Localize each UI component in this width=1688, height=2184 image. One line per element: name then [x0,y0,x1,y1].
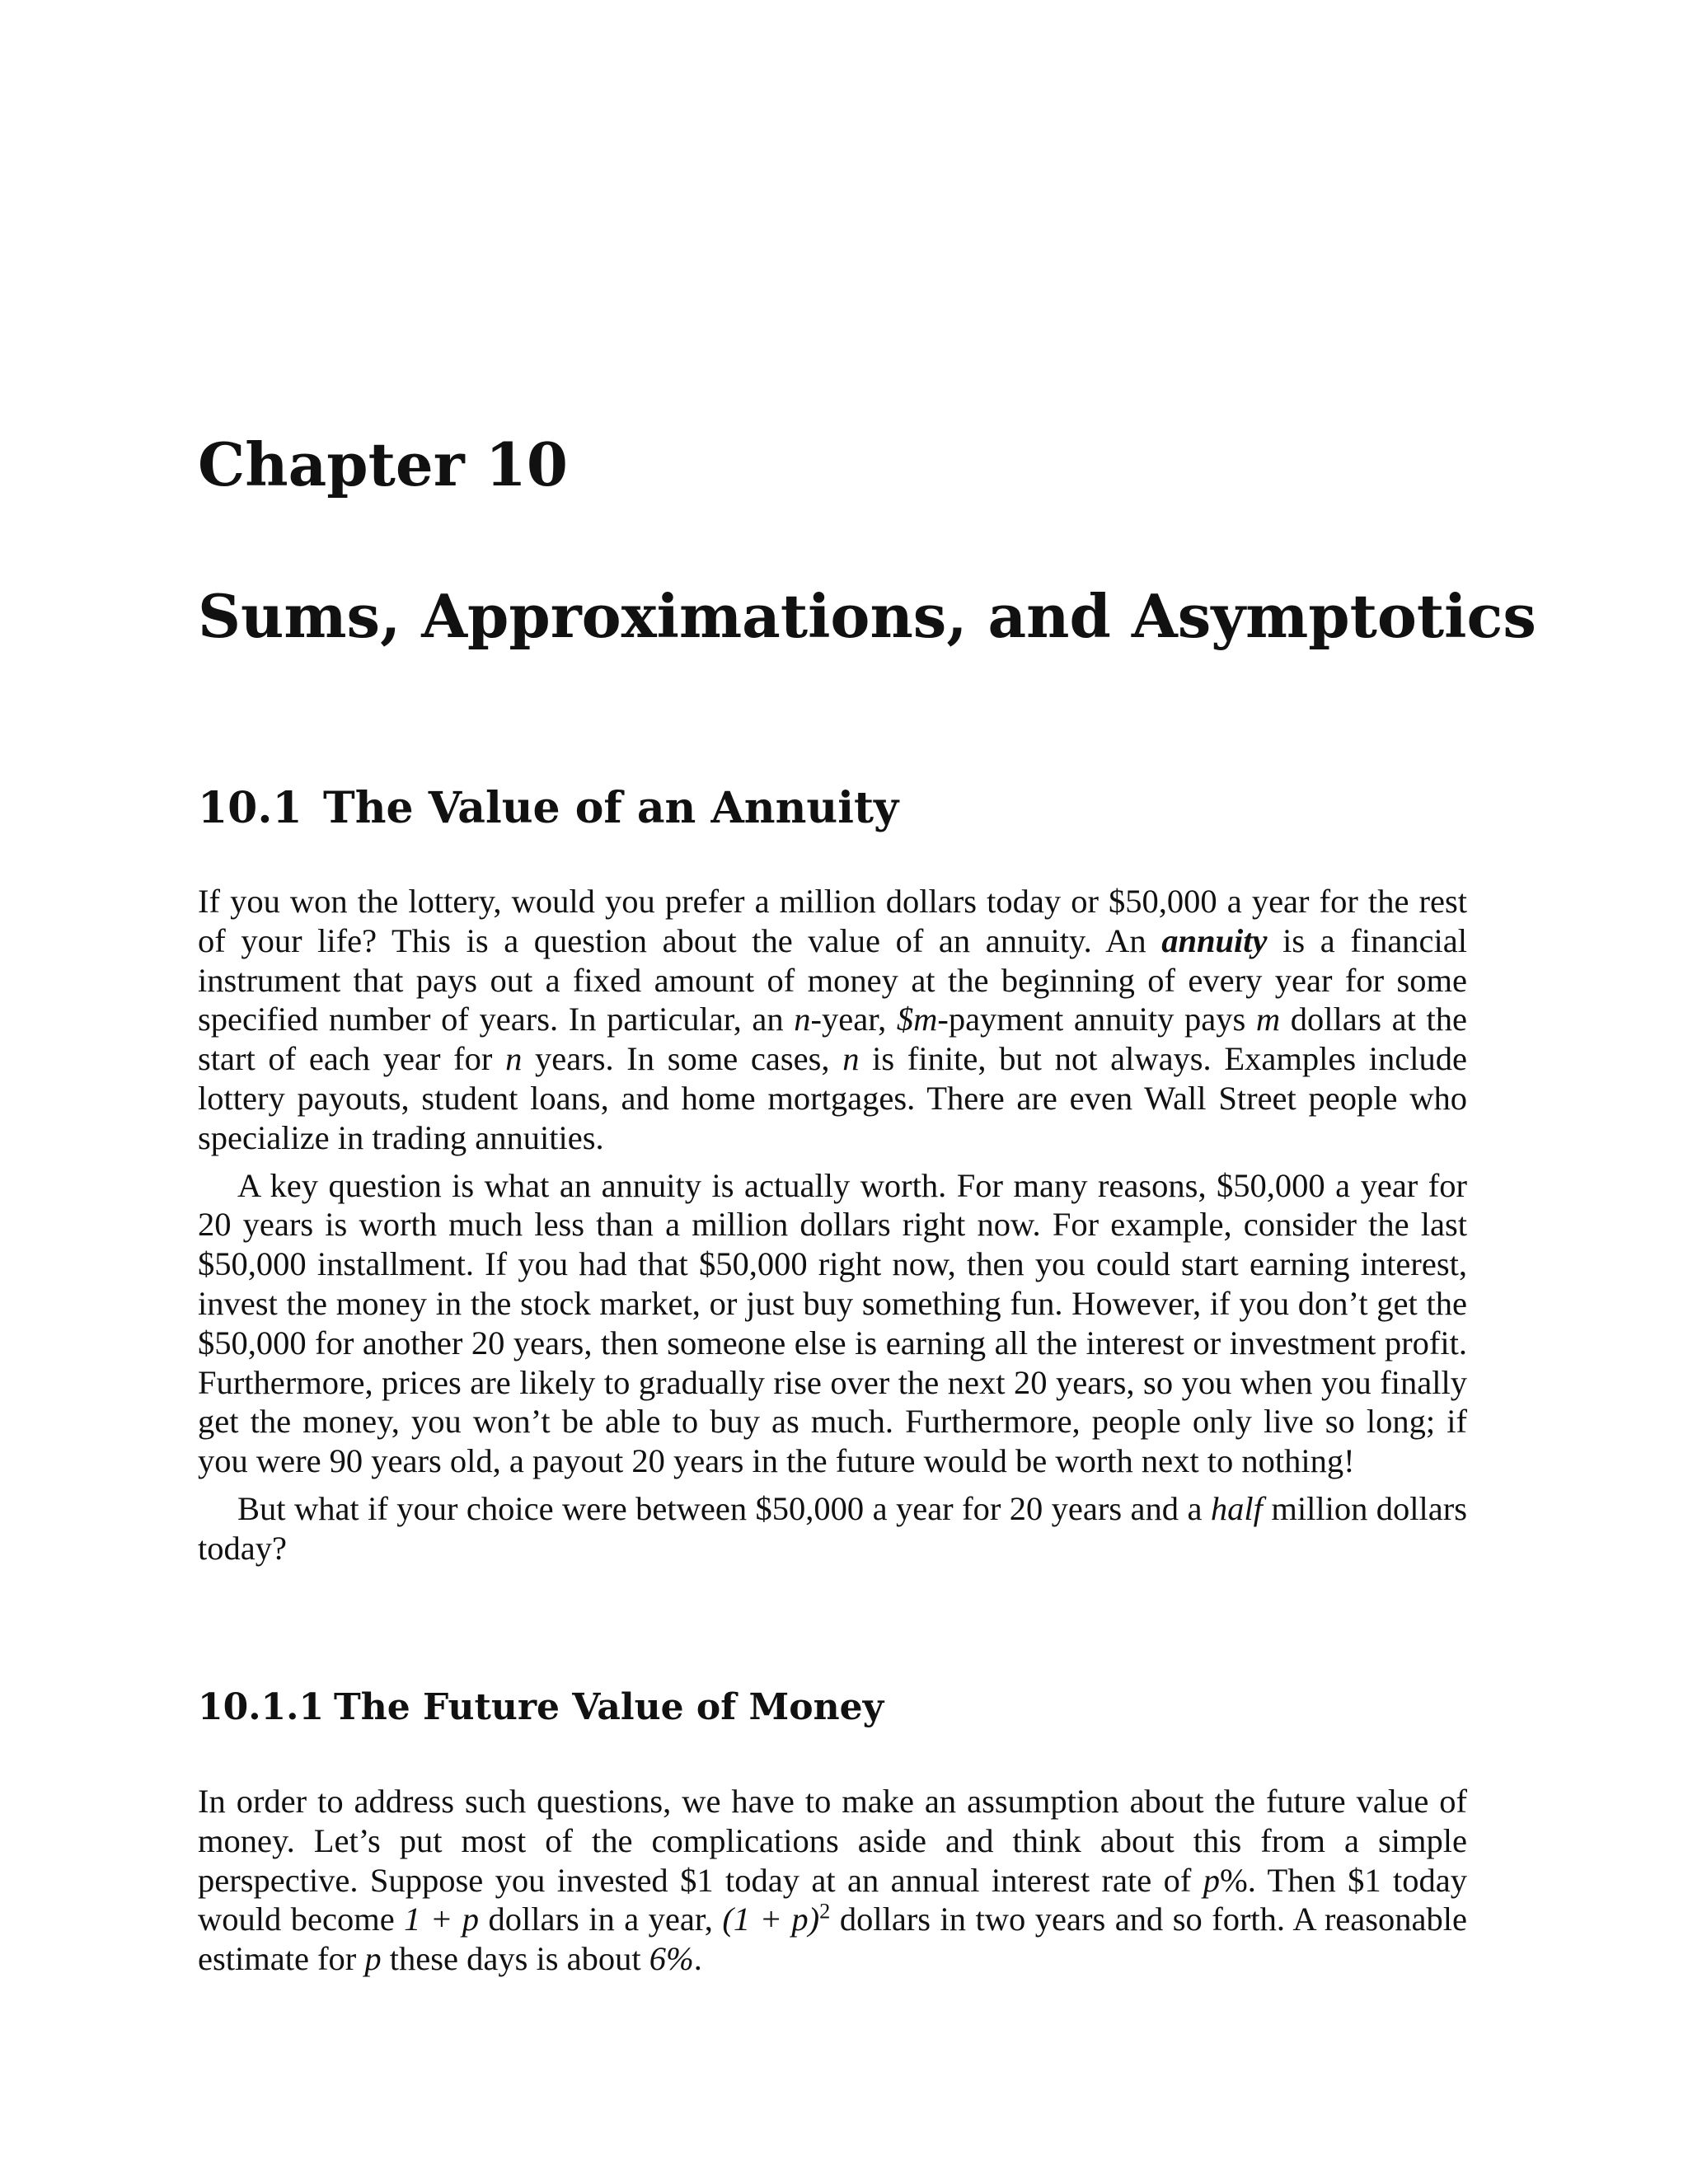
text-run: these days is about [381,1940,649,1978]
section-number: 10.1 [198,783,302,833]
math-variable: n [794,1001,811,1038]
emphasis: half [1210,1489,1263,1527]
text-run: . [693,1940,702,1978]
math-expression: (1 + p) [722,1900,820,1938]
text-run: is a financial instrument that pays out a fixed amount of money at the beginning of every year for some specified number of years. In particular, an [198,921,1467,1038]
subsection-number: 10.1.1 [198,1686,325,1728]
text-run: But what if your choice were between $50,000 a year for 20 years and a [237,1489,1211,1527]
math-expression: 6% [649,1940,694,1978]
paragraph [198,882,1467,1158]
text-run: -year, [810,1001,897,1038]
paragraph [198,1782,1467,1979]
math-variable: n [505,1040,523,1078]
math-variable: m [1255,1001,1281,1038]
text-run: years. In some cases, [522,1040,843,1078]
text-run: is finite, but not always. Examples include lottery payouts, student loans, and home mortgages. There are even Wall Street people who specialize in trading annuities. [198,1040,1467,1156]
subsection-title: The Future Value of Money [334,1686,884,1728]
text-run: %. Then $1 today would become [198,1861,1468,1938]
math-variable: p [364,1940,382,1978]
text-run: dollars in two years and so forth. A reasonable estimate for [198,1900,1467,1978]
defined-term: annuity [1161,921,1268,959]
subsection-heading [198,1686,884,1728]
section-body [198,882,1467,1577]
text-run: dollars at the start of each year for [198,1001,1467,1078]
paragraph [198,1489,1467,1568]
math-variable: n [842,1040,860,1078]
text-run: In order to address such questions, we have to make an assumption about the future value of money. Let’s put most of the complications aside and think about this from a simple perspective. Suppose you invested $1 today at an annual interest rate of [198,1783,1467,1899]
paragraph: A key question is what an annuity is actually worth. For many reasons, $50,000 a year for 20 years is worth much less than a million dollars right now. For example, consider the last $50,000 installment. If you had that $50,000 right now, then you could start earning interest, invest the money in the stock market, or just buy something fun. However, if you don’t get the $50,000 for another 20 years, then someone else is earning all the interest or investment profit. Furthermore, prices are likely to gradually rise over the next 20 years, so you when you finally get the money, you won’t be able to buy as much. Furthermore, people only live so long; if you were 90 years old, a payout 20 years in the future would be worth next to nothing! [198,1166,1467,1480]
exponent: 2 [819,1899,831,1924]
math-variable: p [1203,1861,1220,1899]
text-run: dollars in a year, [479,1900,723,1938]
math-variable: $m [896,1001,938,1038]
subsection-body [198,1782,1467,1987]
text-run: If you won the lottery, would you prefer a million dollars today or $50,000 a year for the rest of your life? This is a question about the value of an annuity. An [198,883,1467,959]
section-heading [198,783,899,833]
chapter-title: Sums, Approximations, and Asymptotics [198,581,1536,651]
text-run: -payment annuity pays [937,1001,1256,1038]
section-title: The Value of an Annuity [323,783,899,833]
math-expression: 1 + p [404,1900,479,1938]
chapter-label: Chapter 10 [198,429,568,499]
text-run: million dollars today? [198,1489,1467,1567]
